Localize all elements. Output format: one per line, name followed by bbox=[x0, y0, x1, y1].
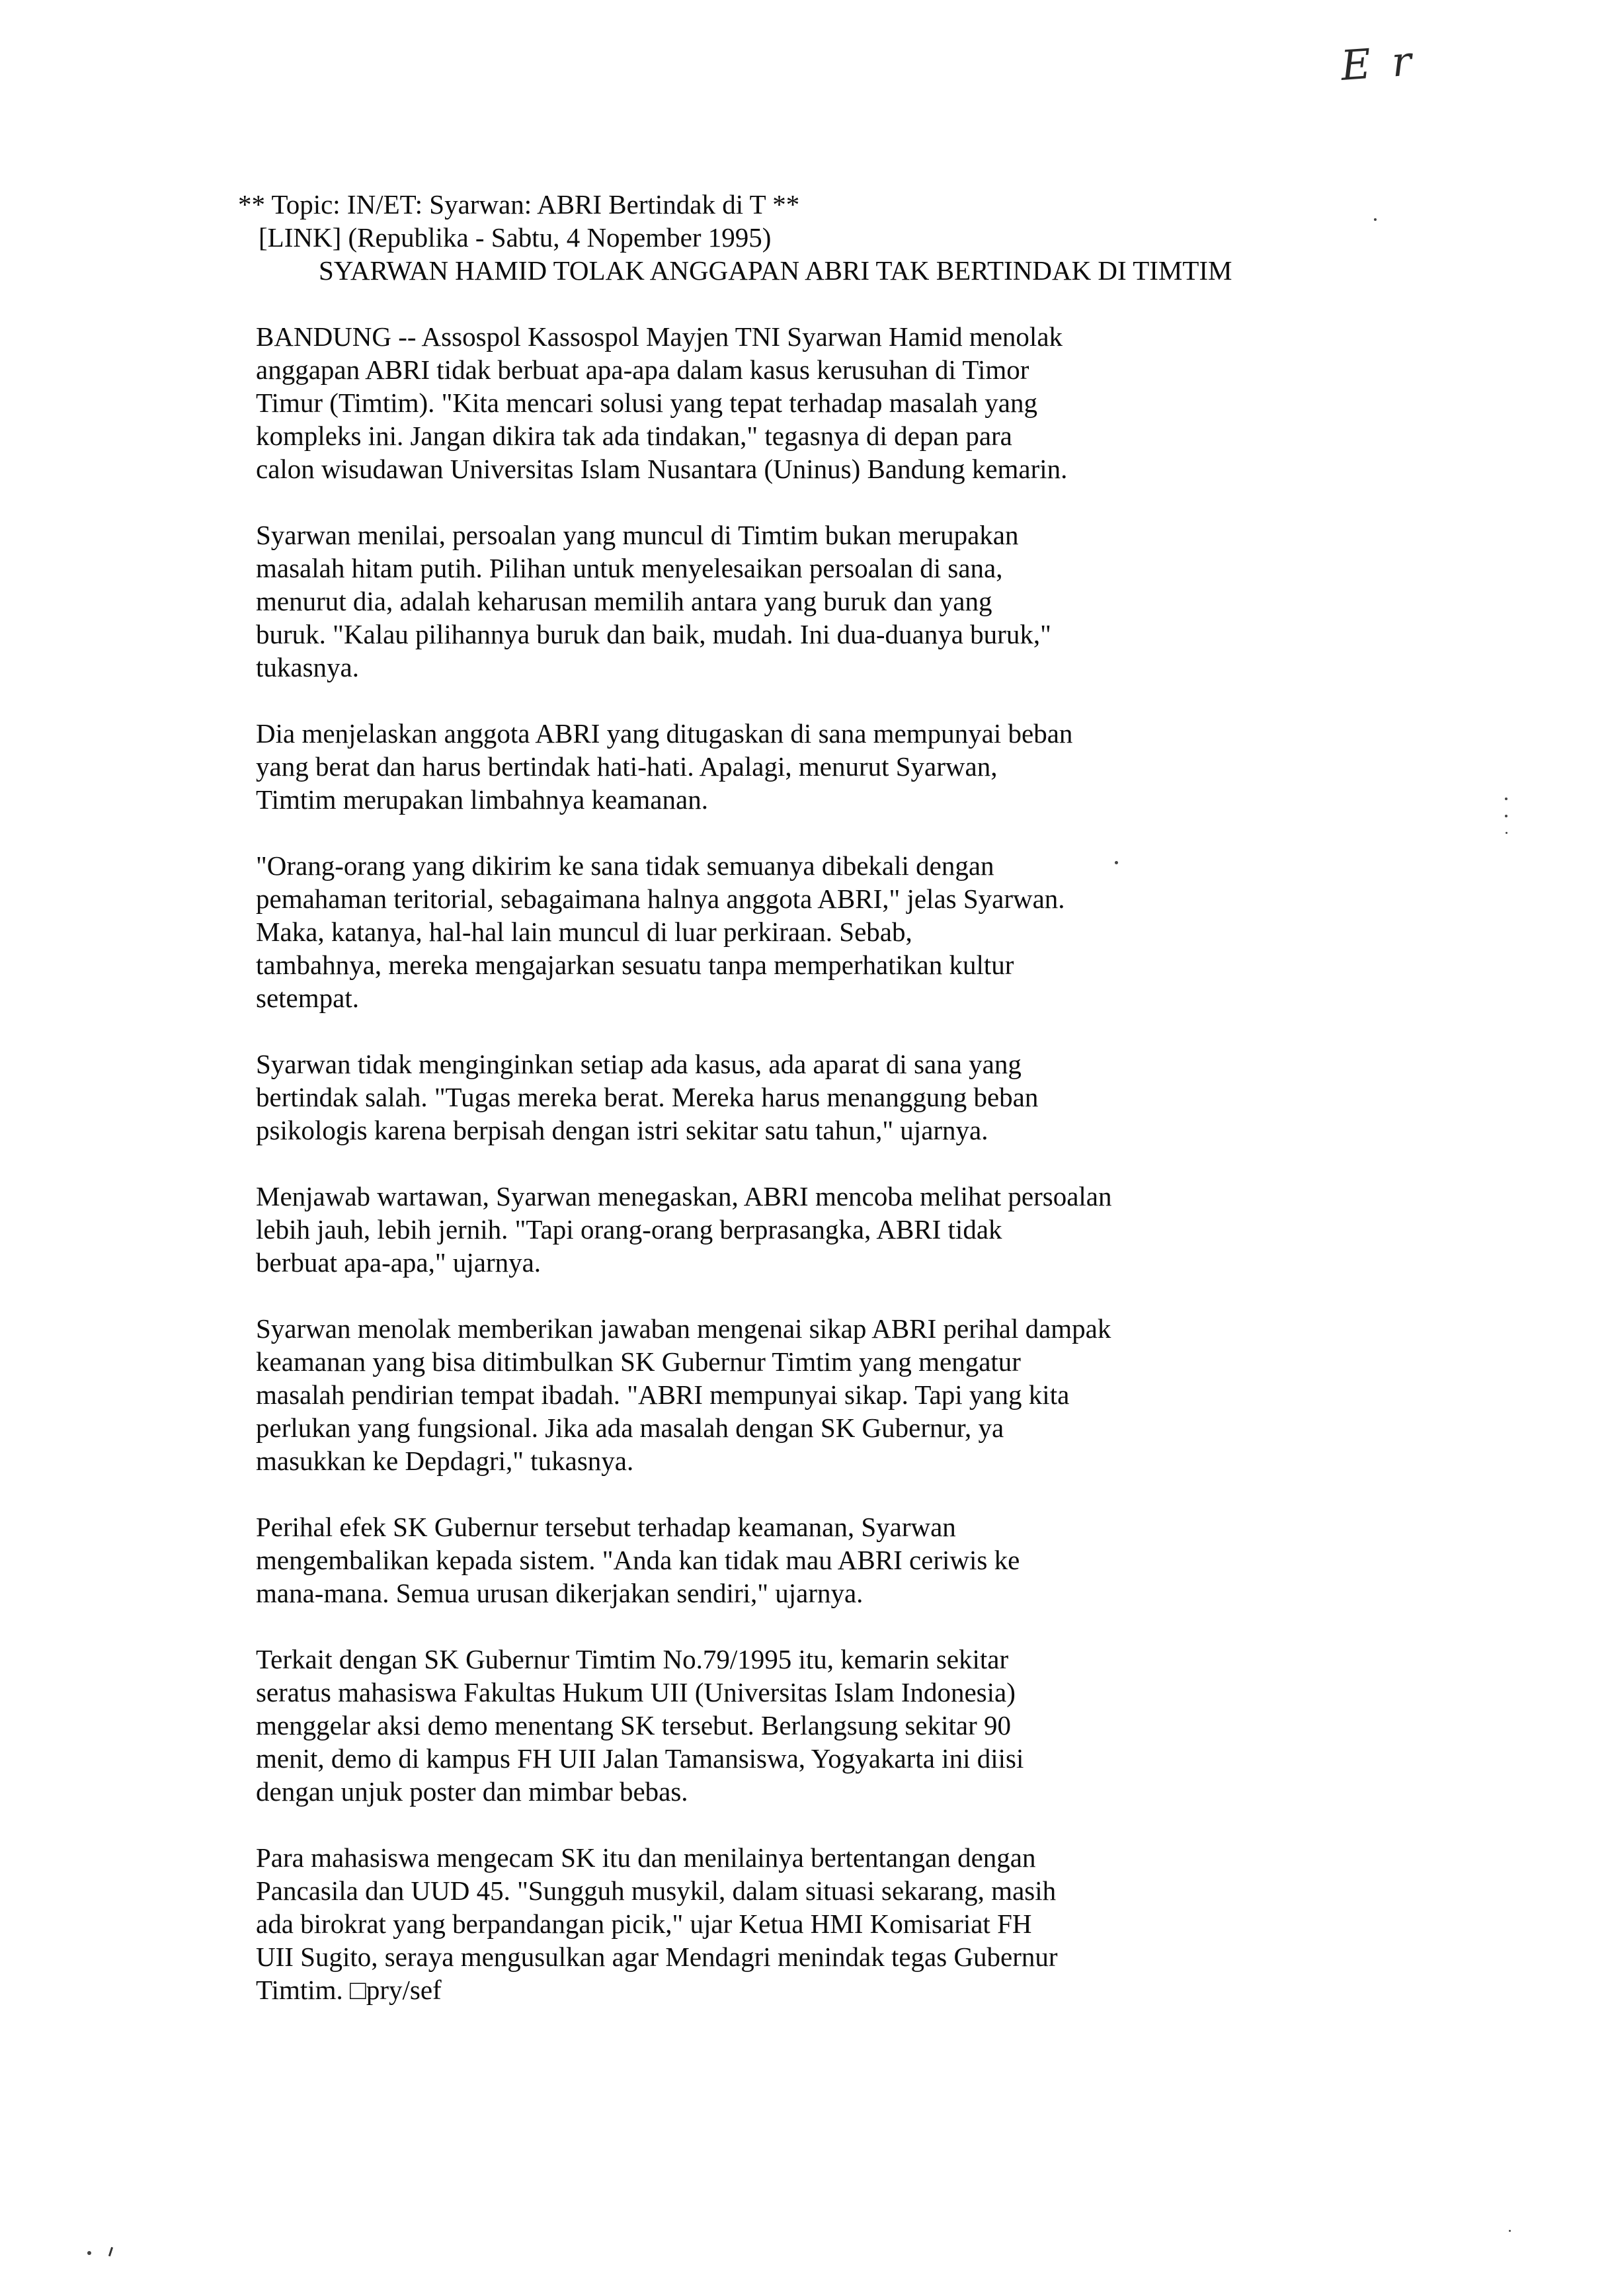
paragraph-10 bbox=[0, 1841, 1608, 2006]
paragraph-7 bbox=[0, 1312, 1608, 1477]
paragraph-line: bertindak salah. "Tugas mereka berat. Mereka harus menanggung beban bbox=[256, 1082, 1039, 1112]
paragraph-line: mengembalikan kepada sistem. "Anda kan tidak mau ABRI ceriwis ke bbox=[256, 1545, 1020, 1575]
scan-speck bbox=[1509, 2230, 1511, 2232]
paragraph-line: Syarwan menolak memberikan jawaban mengenai sikap ABRI perihal dampak bbox=[256, 1313, 1111, 1344]
paragraph-line: Dia menjelaskan anggota ABRI yang ditugaskan di sana mempunyai beban bbox=[256, 718, 1073, 749]
paragraph-line: buruk. "Kalau pilihannya buruk dan baik, mudah. Ini dua-duanya buruk," bbox=[256, 619, 1051, 649]
handwritten-note: E r bbox=[1339, 36, 1417, 90]
paragraph-line: anggapan ABRI tidak berbuat apa-apa dalam kasus kerusuhan di Timor bbox=[256, 354, 1029, 385]
paragraph-line: menit, demo di kampus FH UII Jalan Tamansiswa, Yogyakarta ini diisi bbox=[256, 1743, 1024, 1774]
paragraph-line: perlukan yang fungsional. Jika ada masalah dengan SK Gubernur, ya bbox=[256, 1413, 1004, 1443]
paragraph-line: Pancasila dan UUD 45. "Sungguh musykil, dalam situasi sekarang, masih bbox=[256, 1875, 1057, 1906]
paragraph-line: setempat. bbox=[256, 983, 359, 1013]
paragraph-line: Syarwan tidak menginginkan setiap ada kasus, ada aparat di sana yang bbox=[256, 1049, 1022, 1079]
paragraph-line: menurut dia, adalah keharusan memilih antara yang buruk dan yang bbox=[256, 586, 992, 616]
scan-speck bbox=[87, 2251, 91, 2255]
paragraph-8 bbox=[0, 1510, 1608, 1610]
paragraph-line: Timtim merupakan limbahnya keamanan. bbox=[256, 784, 708, 815]
paragraph-line: "Orang-orang yang dikirim ke sana tidak semuanya dibekali dengan bbox=[256, 850, 994, 881]
paragraph-line: masalah pendirian tempat ibadah. "ABRI mempunyai sikap. Tapi yang kita bbox=[256, 1379, 1070, 1410]
paragraph-line: pemahaman teritorial, sebagaimana halnya anggota ABRI," jelas Syarwan. bbox=[256, 883, 1065, 914]
paragraph-line: tambahnya, mereka mengajarkan sesuatu tanpa memperhatikan kultur bbox=[256, 950, 1014, 980]
paragraph-line: Para mahasiswa mengecam SK itu dan menilainya bertentangan dengan bbox=[256, 1842, 1036, 1873]
paragraph-line: Menjawab wartawan, Syarwan menegaskan, ABRI mencoba melihat persoalan bbox=[256, 1181, 1112, 1211]
paragraph-line: keamanan yang bisa ditimbulkan SK Gubernur Timtim yang mengatur bbox=[256, 1346, 1021, 1377]
headline: SYARWAN HAMID TOLAK ANGGAPAN ABRI TAK BERTINDAK DI TIMTIM bbox=[319, 255, 1232, 286]
paragraph-line: kompleks ini. Jangan dikira tak ada tindakan," tegasnya di depan para bbox=[256, 421, 1012, 451]
paragraph-line: dengan unjuk poster dan mimbar bebas. bbox=[256, 1776, 688, 1807]
paragraph-line: Perihal efek SK Gubernur tersebut terhadap keamanan, Syarwan bbox=[256, 1512, 956, 1542]
paragraph-2 bbox=[0, 518, 1608, 684]
paragraph-line: Timtim. □pry/sef bbox=[256, 1975, 442, 2005]
paragraph-line: menggelar aksi demo menentang SK tersebut. Berlangsung sekitar 90 bbox=[256, 1710, 1012, 1741]
paragraph-line: lebih jauh, lebih jernih. "Tapi orang-orang berprasangka, ABRI tidak bbox=[256, 1214, 1002, 1245]
paragraph-9 bbox=[0, 1643, 1608, 1808]
topic-line: ** Topic: IN/ET: Syarwan: ABRI Bertindak di T ** bbox=[238, 189, 800, 220]
paragraph-line: Timur (Timtim). "Kita mencari solusi yang tepat terhadap masalah yang bbox=[256, 388, 1037, 418]
paragraph-line: yang berat dan harus bertindak hati-hati. Apalagi, menurut Syarwan, bbox=[256, 751, 998, 782]
paragraph-line: masalah hitam putih. Pilihan untuk menyelesaikan persoalan di sana, bbox=[256, 553, 1003, 583]
paragraph-line: BANDUNG -- Assospol Kassospol Mayjen TNI Syarwan Hamid menolak bbox=[256, 321, 1063, 352]
paragraph-line: mana-mana. Semua urusan dikerjakan sendiri," ujarnya. bbox=[256, 1578, 864, 1608]
paragraph-line: Maka, katanya, hal-hal lain muncul di luar perkiraan. Sebab, bbox=[256, 917, 912, 947]
paragraph-5 bbox=[0, 1047, 1608, 1147]
paragraph-line: ada birokrat yang berpandangan picik," ujar Ketua HMI Komisariat FH bbox=[256, 1908, 1032, 1939]
paragraph-4 bbox=[0, 849, 1608, 1014]
paragraph-line: masukkan ke Depdagri," tukasnya. bbox=[256, 1446, 634, 1476]
paragraph-line: UII Sugito, seraya mengusulkan agar Mendagri menindak tegas Gubernur bbox=[256, 1942, 1058, 1972]
paragraph-6 bbox=[0, 1180, 1608, 1279]
paragraph-line: calon wisudawan Universitas Islam Nusantara (Uninus) Bandung kemarin. bbox=[256, 454, 1068, 484]
paragraph-line: berbuat apa-apa," ujarnya. bbox=[256, 1247, 542, 1278]
source-line: [LINK] (Republika - Sabtu, 4 Nopember 1995) bbox=[259, 222, 772, 253]
paragraph-line: Syarwan menilai, persoalan yang muncul di Timtim bukan merupakan bbox=[256, 520, 1019, 550]
scan-mark bbox=[108, 2247, 113, 2256]
paragraph-line: seratus mahasiswa Fakultas Hukum UII (Universitas Islam Indonesia) bbox=[256, 1677, 1016, 1707]
paragraph-3 bbox=[0, 717, 1608, 816]
paragraph-line: tukasnya. bbox=[256, 652, 359, 682]
article bbox=[0, 188, 1608, 2006]
paragraph-1 bbox=[0, 320, 1608, 485]
paragraph-line: Terkait dengan SK Gubernur Timtim No.79/1995 itu, kemarin sekitar bbox=[256, 1644, 1009, 1674]
paragraph-line: psikologis karena berpisah dengan istri sekitar satu tahun," ujarnya. bbox=[256, 1115, 988, 1145]
